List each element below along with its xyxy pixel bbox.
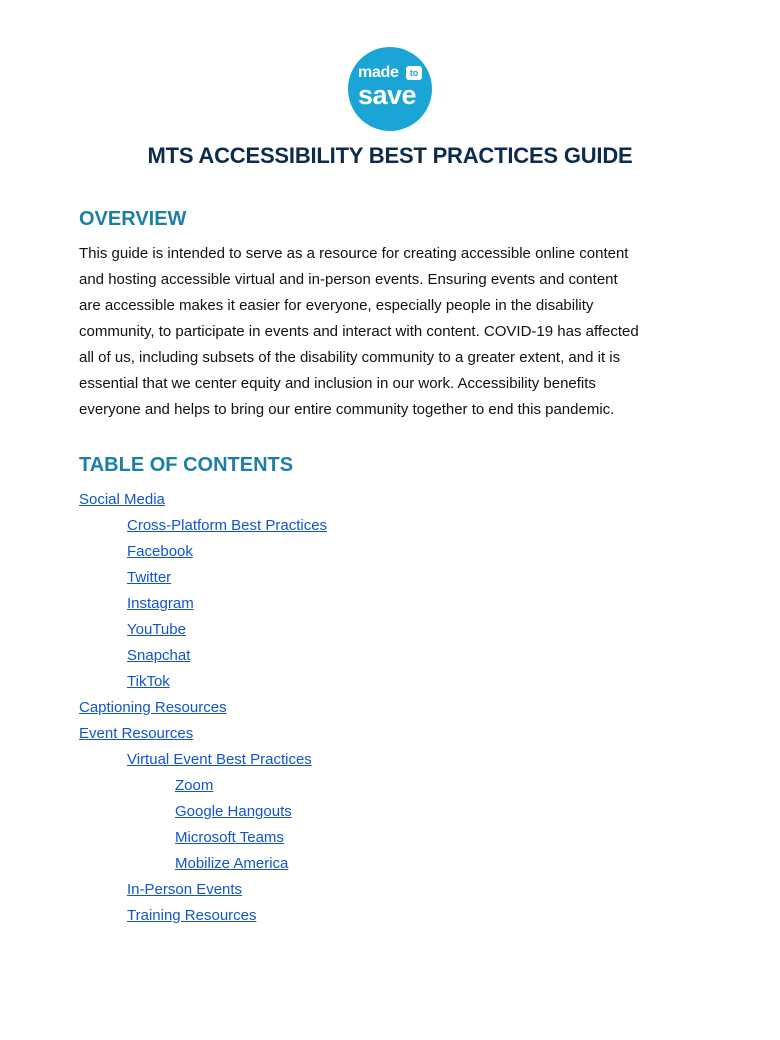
toc-link-youtube[interactable]: YouTube: [127, 621, 186, 638]
table-of-contents: [0, 487, 780, 929]
toc-link-mobilize-america[interactable]: Mobilize America: [175, 855, 289, 872]
toc-item: [0, 539, 780, 565]
toc-link-cross-platform-best-practices[interactable]: Cross-Platform Best Practices: [127, 517, 328, 534]
logo-text-save: save: [358, 80, 417, 110]
overview-line: everyone and helps to bring our entire community together to end this pandemic.: [79, 401, 615, 418]
toc-item: [0, 903, 780, 929]
toc-link-facebook[interactable]: Facebook: [127, 543, 193, 560]
toc-link-microsoft-teams[interactable]: Microsoft Teams: [175, 829, 284, 846]
toc-item: [0, 617, 780, 643]
logo-text-made: made: [358, 64, 399, 81]
overview-line: This guide is intended to serve as a resource for creating accessible online content: [79, 245, 629, 262]
toc-link-social-media[interactable]: Social Media: [79, 491, 165, 508]
document-title: MTS ACCESSIBILITY BEST PRACTICES GUIDE: [147, 143, 633, 168]
toc-link-instagram[interactable]: Instagram: [127, 595, 194, 612]
toc-item: [0, 487, 780, 513]
toc-item: [0, 773, 780, 799]
toc-item: [0, 721, 780, 747]
toc-link-zoom[interactable]: Zoom: [175, 777, 214, 794]
toc-item: [0, 643, 780, 669]
overview-line: and hosting accessible virtual and in-person events. Ensuring events and content: [79, 271, 618, 288]
toc-item: [0, 825, 780, 851]
toc-link-virtual-event-best-practices[interactable]: Virtual Event Best Practices: [127, 751, 312, 768]
toc-link-training-resources[interactable]: Training Resources: [127, 907, 257, 924]
logo-text-to: to: [406, 66, 422, 80]
toc-item: [0, 565, 780, 591]
toc-item: [0, 799, 780, 825]
toc-item: [0, 747, 780, 773]
overview-line: essential that we center equity and inclusion in our work. Accessibility benefits: [79, 375, 596, 392]
toc-item: [0, 513, 780, 539]
overview-line: community, to participate in events and interact with content. COVID-19 has affected: [79, 323, 639, 340]
toc-link-snapchat[interactable]: Snapchat: [127, 647, 191, 664]
overview-paragraph: [79, 241, 709, 423]
toc-item: [0, 669, 780, 695]
toc-item: [0, 695, 780, 721]
overview-line: are accessible makes it easier for everyone, especially people in the disability: [79, 297, 594, 314]
logo-circle: [348, 47, 432, 131]
toc-heading: TABLE OF CONTENTS: [79, 454, 294, 476]
toc-item: [0, 877, 780, 903]
overview-line: all of us, including subsets of the disability community to a greater extent, and it is: [79, 349, 621, 366]
toc-link-in-person-events[interactable]: In-Person Events: [127, 881, 243, 898]
toc-link-tiktok[interactable]: TikTok: [127, 673, 170, 690]
toc-link-google-hangouts[interactable]: Google Hangouts: [175, 803, 292, 820]
overview-heading: OVERVIEW: [79, 208, 187, 230]
made-to-save-logo: [348, 47, 432, 131]
toc-item: [0, 851, 780, 877]
toc-item: [0, 591, 780, 617]
toc-link-event-resources[interactable]: Event Resources: [79, 725, 194, 742]
toc-link-twitter[interactable]: Twitter: [127, 569, 172, 586]
toc-link-captioning-resources[interactable]: Captioning Resources: [79, 699, 227, 716]
